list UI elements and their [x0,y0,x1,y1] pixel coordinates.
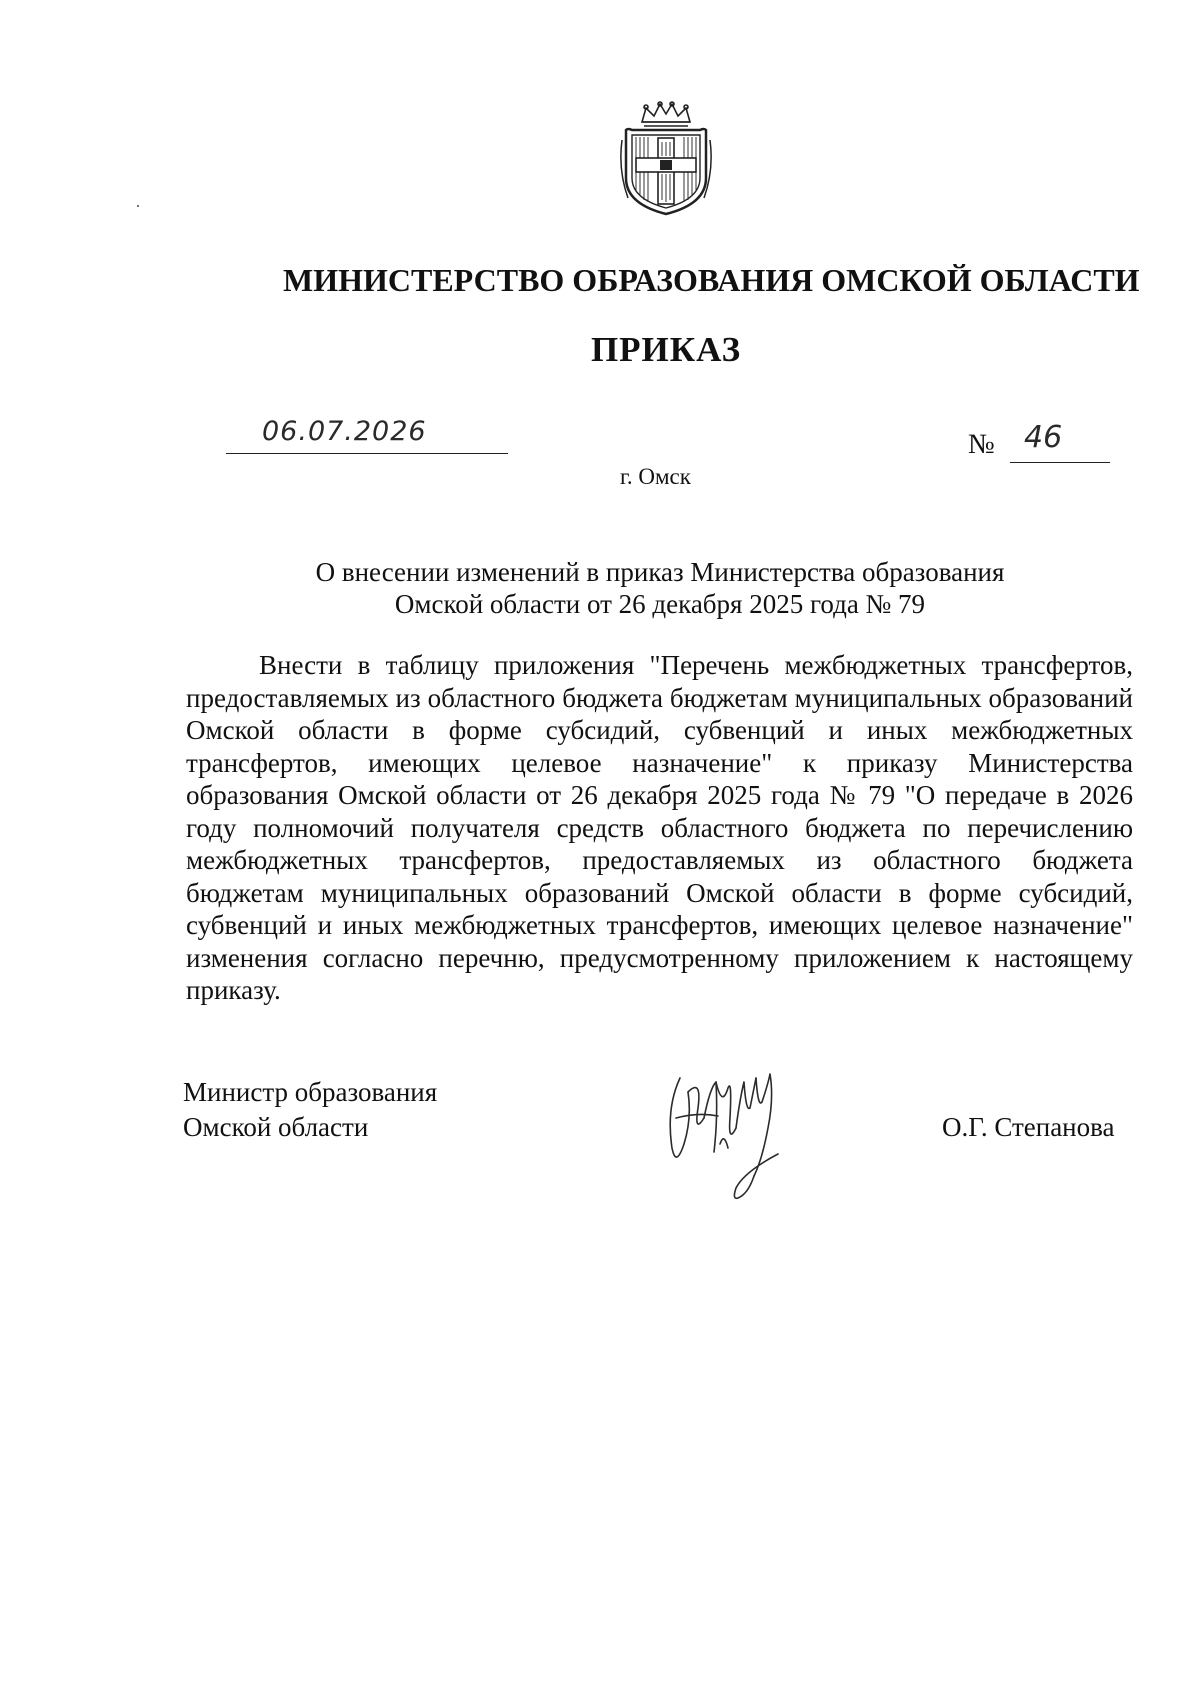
date-underline [226,453,508,454]
number-underline [1010,462,1110,463]
signer-position-line-1: Министр образования [183,1077,438,1107]
subject-line-1: О внесении изменений в приказ Министерства образования [315,557,1005,587]
order-date: 06.07.2026 [262,416,427,447]
signer-position [183,1075,437,1145]
order-subject [280,556,1040,620]
subject-line-2: Омской области от 26 декабря 2025 года № 79 [394,589,926,619]
signer-position-line-2: Омской области [183,1112,369,1142]
city-label: г. Омск [620,464,691,489]
signer-name: О.Г. Степанова [942,1112,1115,1142]
ministry-name: МИНИСТЕРСТВО ОБРАЗОВАНИЯ ОМСКОЙ ОБЛАСТИ [283,262,1140,298]
number-label: № [968,429,995,460]
order-number: 46 [1024,420,1063,455]
order-body-paragraph: Внести в таблицу приложения "Перечень межбюджетных трансфертов, предоставляемых из областного бюджета бюджетам муниципальных образований Омской области в форме субсидий, субвенций и иных межбюджетных трансфертов, имеющих целевое назначение" к приказу Министерства образования Омской области от 26 декабря 2025 года № 79 "О передаче в 2026 году полномочий получателя средств областного бюджета по перечислению межбюджетных трансфертов, предоставляемых из областного бюджета бюджетам муниципальных образований Омской области в форме субсидий, субвенций и иных межбюджетных трансфертов, имеющих целевое назначение" изменения согласно перечню, предусмотренному приложением к настоящему приказу. [186,650,1133,1005]
document-type-title: ПРИКАЗ [590,330,742,369]
handwritten-signature-icon [658,1048,808,1208]
scan-speck [137,205,139,207]
coat-of-arms-icon [618,100,714,218]
